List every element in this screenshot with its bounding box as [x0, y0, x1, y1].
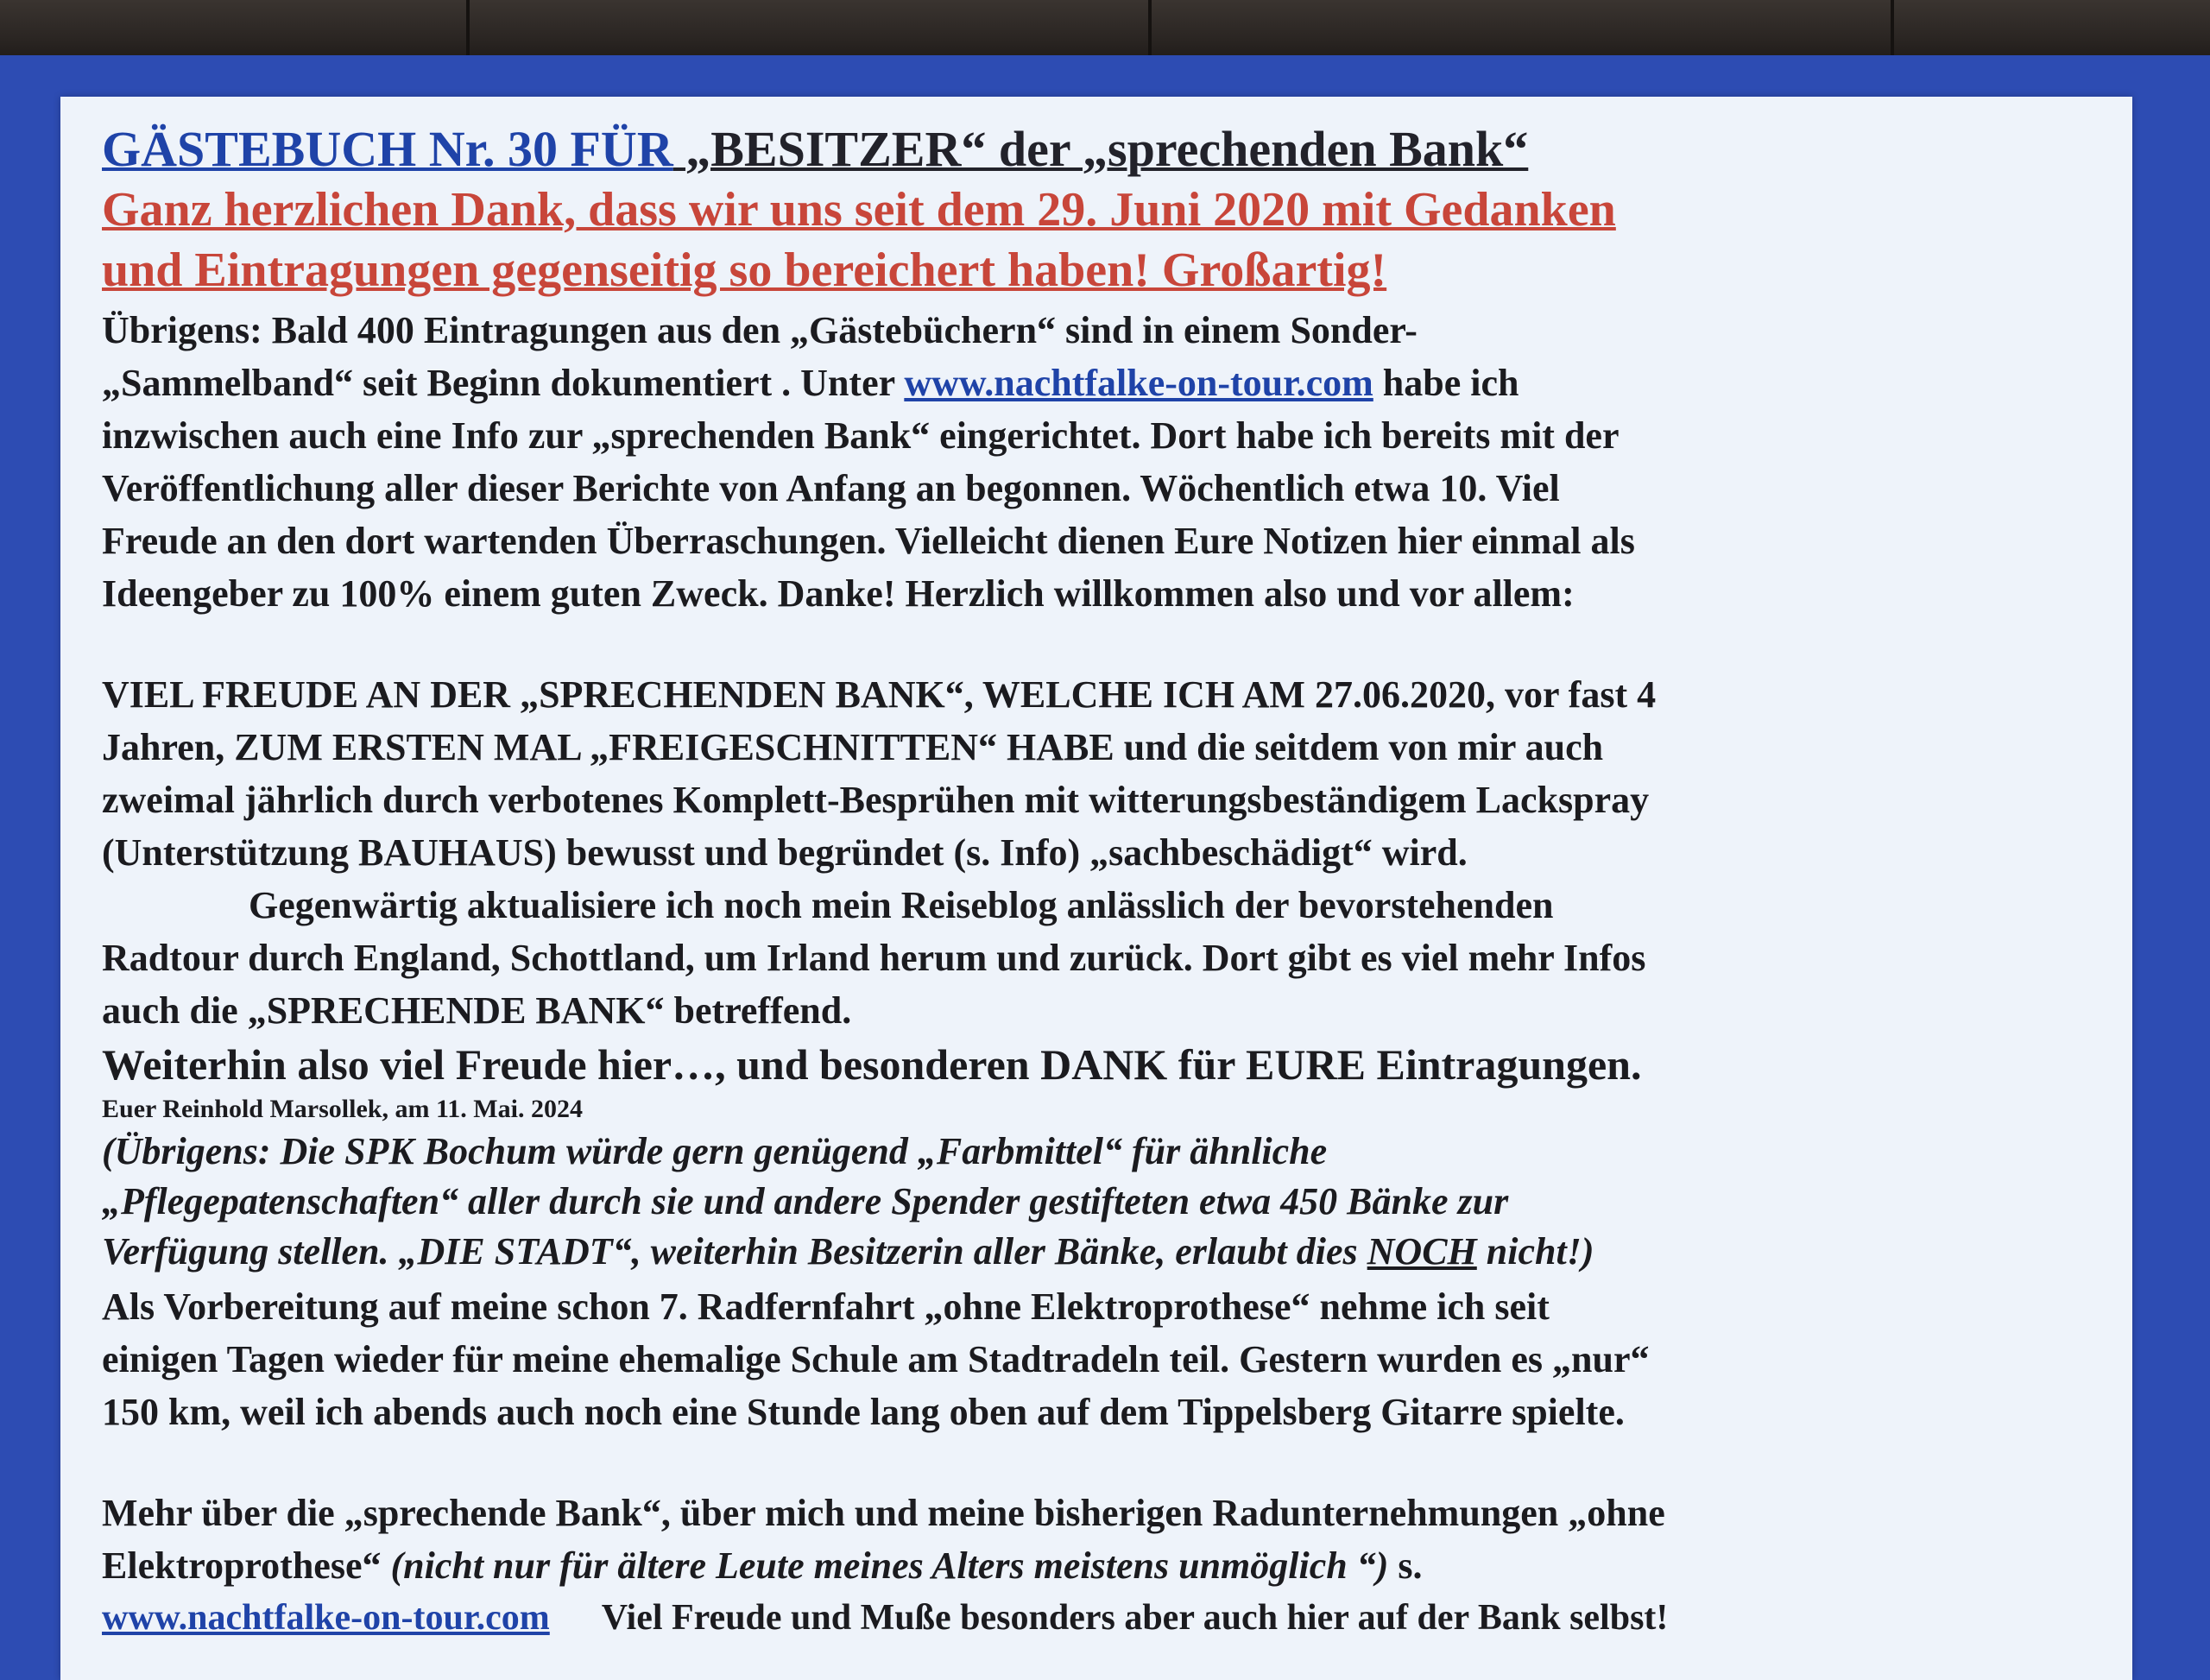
prep-line: 150 km, weil ich abends auch noch eine Stunde lang oben auf dem Tippelsberg Gitarre spielte. [102, 1391, 1625, 1433]
signature: Euer Reinhold Marsollek, am 11. Mai. 2024 [102, 1095, 583, 1123]
wood-plank-seam [1148, 0, 1152, 62]
prep-line: Als Vorbereitung auf meine schon 7. Radfernfahrt „ohne Elektroprothese“ nehme ich seit [102, 1285, 1550, 1328]
more-info-paragraph [102, 1487, 2087, 1592]
paragraph-spacer [102, 1438, 2087, 1483]
paragraph-spacer [102, 620, 2087, 665]
wood-plank-seam [466, 0, 470, 62]
prep-line: einigen Tagen wieder für meine ehemalige Schule am Stadtradeln teil. Gestern wurden es „nur“ [102, 1338, 1650, 1380]
more-italic: (nicht nur für ältere Leute meines Alters meistens unmöglich “) [390, 1544, 1389, 1587]
intro-line: Ideengeber zu 100% einem guten Zweck. Danke! Herzlich willkommen also und vor allem: [102, 572, 1575, 615]
intro-line: Übrigens: Bald 400 Eintragungen aus den „Gästebüchern“ sind in einem Sonder- [102, 309, 1418, 351]
thanks-line: Ganz herzlichen Dank, dass wir uns seit dem 29. Juni 2020 mit Gedanken [102, 183, 1616, 237]
note-line: (Übrigens: Die SPK Bochum würde gern genügend „Farbmittel“ für ähnliche [102, 1130, 1328, 1172]
note-line: Verfügung stellen. „DIE STADT“, weiterhin Besitzerin aller Bänke, erlaubt dies [102, 1230, 1367, 1273]
main-line: VIEL FREUDE AN DER „SPRECHENDEN BANK“, WELCHE ICH AM 27.06.2020, vor fast 4 [102, 673, 1657, 716]
main-line: Jahren, ZUM ERSTEN MAL „FREIGESCHNITTEN“ HABE und die seitdem von mir auch [102, 726, 1604, 768]
intro-line: Veröffentlichung aller dieser Berichte von Anfang an begonnen. Wöchentlich etwa 10. Viel [102, 467, 1560, 509]
website-link[interactable]: www.nachtfalke-on-tour.com [904, 362, 1373, 404]
note-emphasis: NOCH [1367, 1230, 1477, 1273]
main-line: Gegenwärtig aktualisiere ich noch mein Reiseblog anlässlich der bevorstehenden [249, 884, 1554, 926]
intro-paragraph [102, 304, 2087, 620]
thanks-for-entries: Weiterhin also viel Freude hier…, und besonderen DANK für EURE Eintragungen. [102, 1040, 1642, 1089]
main-paragraph [102, 668, 2087, 1037]
title-guestbook-number: GÄSTEBUCH Nr. 30 FÜR [102, 121, 673, 177]
website-link[interactable]: www.nachtfalke-on-tour.com [102, 1598, 550, 1638]
wood-plank-seam [1891, 0, 1894, 62]
intro-line: inzwischen auch eine Info zur „sprechenden Bank“ eingerichtet. Dort habe ich bereits mit der [102, 414, 1620, 457]
sparkasse-note [102, 1127, 2087, 1277]
guestbook-title [102, 119, 2087, 180]
preparation-paragraph [102, 1280, 2087, 1438]
closing-text: Viel Freude und Muße besonders aber auch hier auf der Bank selbst! [601, 1598, 1669, 1638]
title-owner: „BESITZER“ der „sprechenden Bank“ [672, 121, 1529, 177]
main-line: zweimal jährlich durch verbotenes Komplett-Besprühen mit witterungsbeständigem Lackspray [102, 779, 1650, 821]
wooden-bench-background [0, 0, 2210, 62]
note-line: „Pflegepatenschaften“ aller durch sie und andere Spender gestifteten etwa 450 Bänke zur [102, 1180, 1509, 1222]
intro-line: „Sammelband“ seit Beginn dokumentiert . Unter [102, 362, 905, 404]
intro-line: Freude an den dort wartenden Überraschungen. Vielleicht dienen Eure Notizen hier einmal als [102, 520, 1635, 562]
thanks-line: und Eintragungen gegenseitig so bereichert haben! Großartig! [102, 243, 1387, 297]
more-line: Mehr über die „sprechende Bank“, über mich und meine bisherigen Radunternehmungen „ohne [102, 1492, 1665, 1534]
main-line: Radtour durch England, Schottland, um Irland herum und zurück. Dort gibt es viel mehr Infos [102, 937, 1646, 979]
more-line: s. [1388, 1544, 1423, 1587]
guestbook-notice [102, 119, 2087, 1644]
main-line: auch die „SPRECHENDE BANK“ betreffend. [102, 989, 852, 1032]
closing-line [102, 1592, 2087, 1644]
main-line: (Unterstützung BAUHAUS) bewusst und begründet (s. Info) „sachbeschädigt“ wird. [102, 831, 1468, 874]
note-line: nicht!) [1476, 1230, 1594, 1273]
intro-line: habe ich [1373, 362, 1519, 404]
more-line: Elektroprothese“ [102, 1544, 391, 1587]
